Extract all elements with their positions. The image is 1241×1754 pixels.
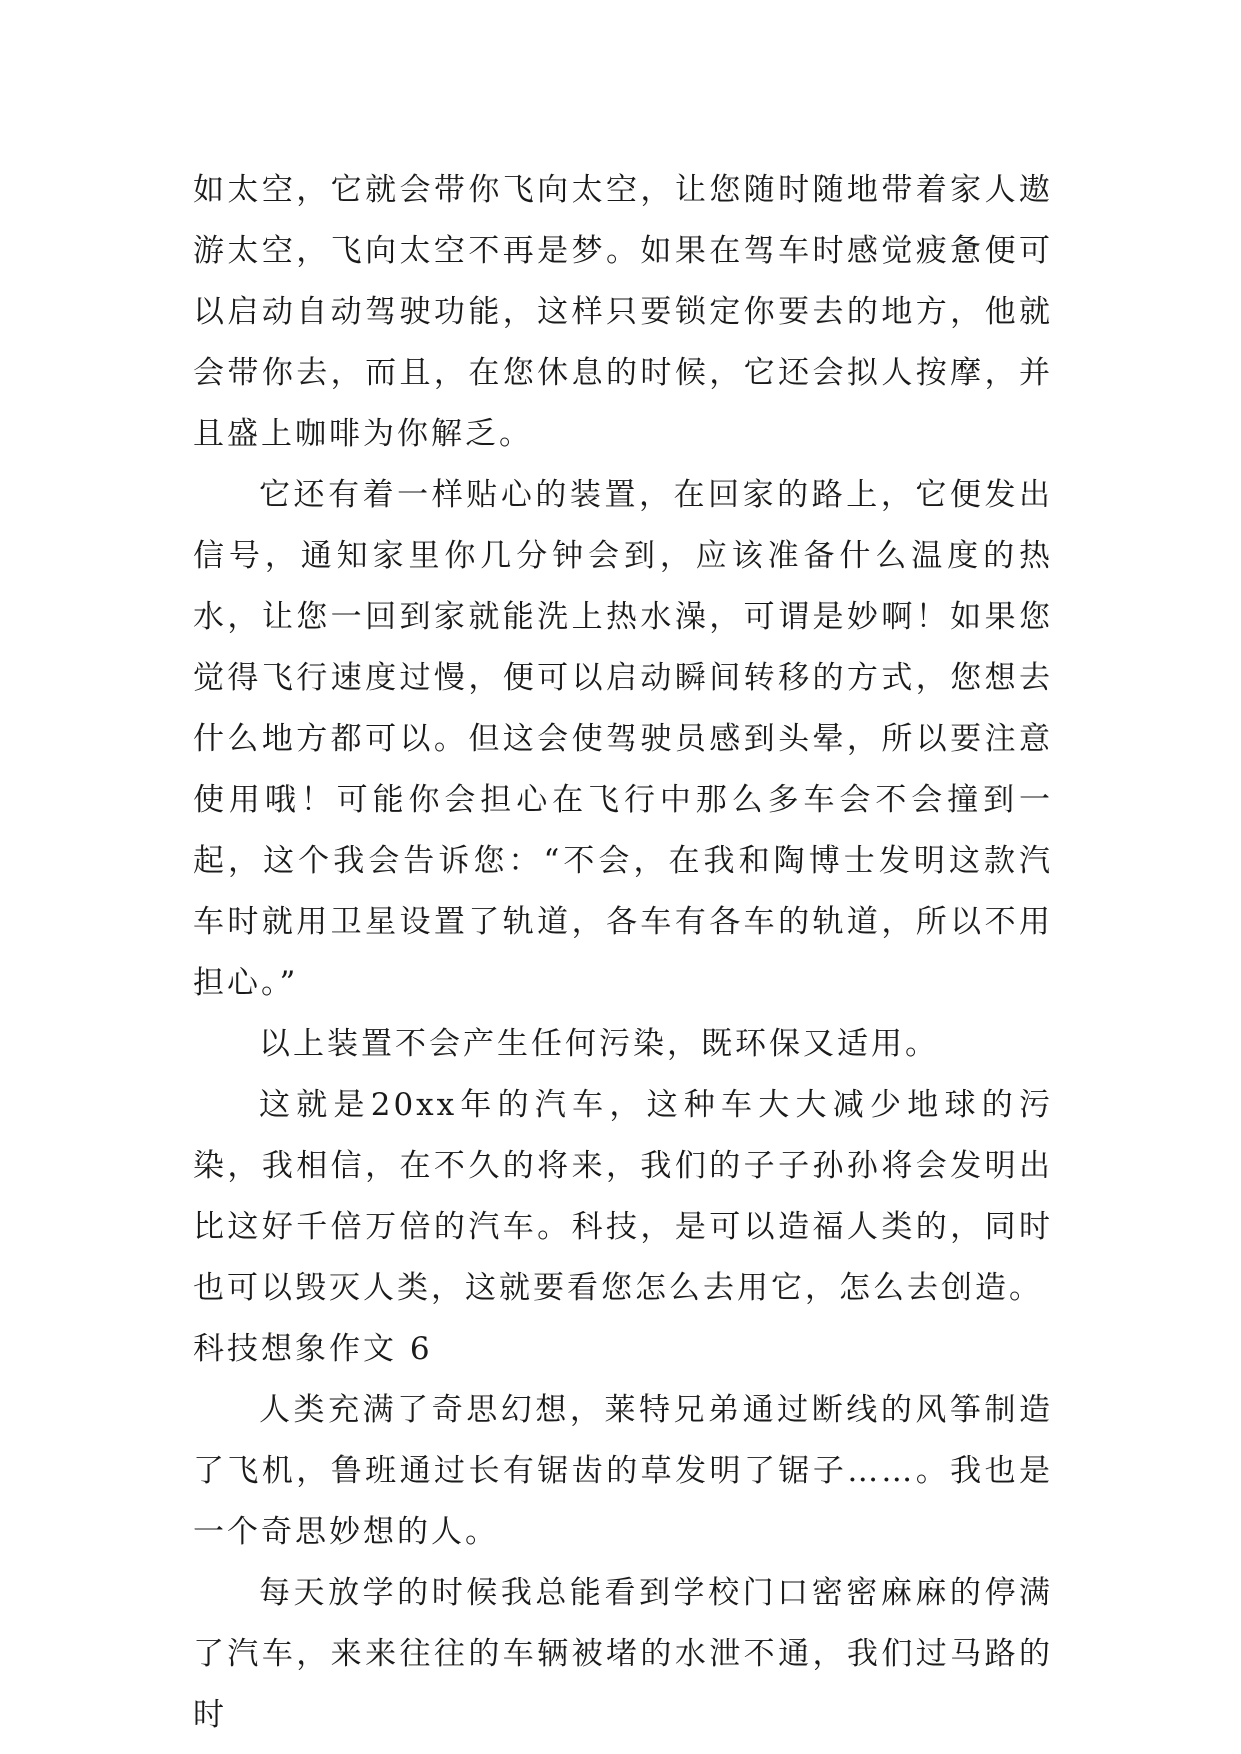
paragraph-6: 每天放学的时候我总能看到学校门口密密麻麻的停满了汽车，来来往往的车辆被堵的水泄不通，我们过马路的时: [193, 1575, 1053, 1733]
paragraph-5: 人类充满了奇思幻想，莱特兄弟通过断线的风筝制造了飞机，鲁班通过长有锯齿的草发明了锯子……。我也是一个奇思妙想的人。: [193, 1392, 1053, 1550]
paragraph-3: 以上装置不会产生任何污染，既环保又适用。: [259, 1026, 939, 1062]
paragraph-4: 这就是20xx年的汽车，这种车大大减少地球的污染，我相信，在不久的将来，我们的子子孙孙将会发明出比这好千倍万倍的汽车。科技，是可以造福人类的，同时也可以毁灭人类，这就要看您怎么去用它，怎么去创造。: [193, 1087, 1053, 1306]
section-title: 科技想象作文 6: [193, 1331, 433, 1367]
paragraph-2: 它还有着一样贴心的装置，在回家的路上，它便发出信号，通知家里你几分钟会到，应该准备什么温度的热水，让您一回到家就能洗上热水澡，可谓是妙啊！如果您觉得飞行速度过慢，便可以启动瞬间转移的方式，您想去什么地方都可以。但这会使驾驶员感到头晕，所以要注意使用哦！可能你会担心在飞行中那么多车会不会撞到一起，这个我会告诉您：“不会，在我和陶博士发明这款汽车时就用卫星设置了轨道，各车有各车的轨道，所以不用担心。”: [193, 477, 1053, 1001]
paragraph-1: 如太空，它就会带你飞向太空，让您随时随地带着家人遨游太空，飞向太空不再是梦。如果在驾车时感觉疲惫便可以启动自动驾驶功能，这样只要锁定你要去的地方，他就会带你去，而且，在您休息的时候，它还会拟人按摩，并且盛上咖啡为你解乏。: [193, 172, 1053, 452]
document-page: [193, 160, 1053, 1746]
